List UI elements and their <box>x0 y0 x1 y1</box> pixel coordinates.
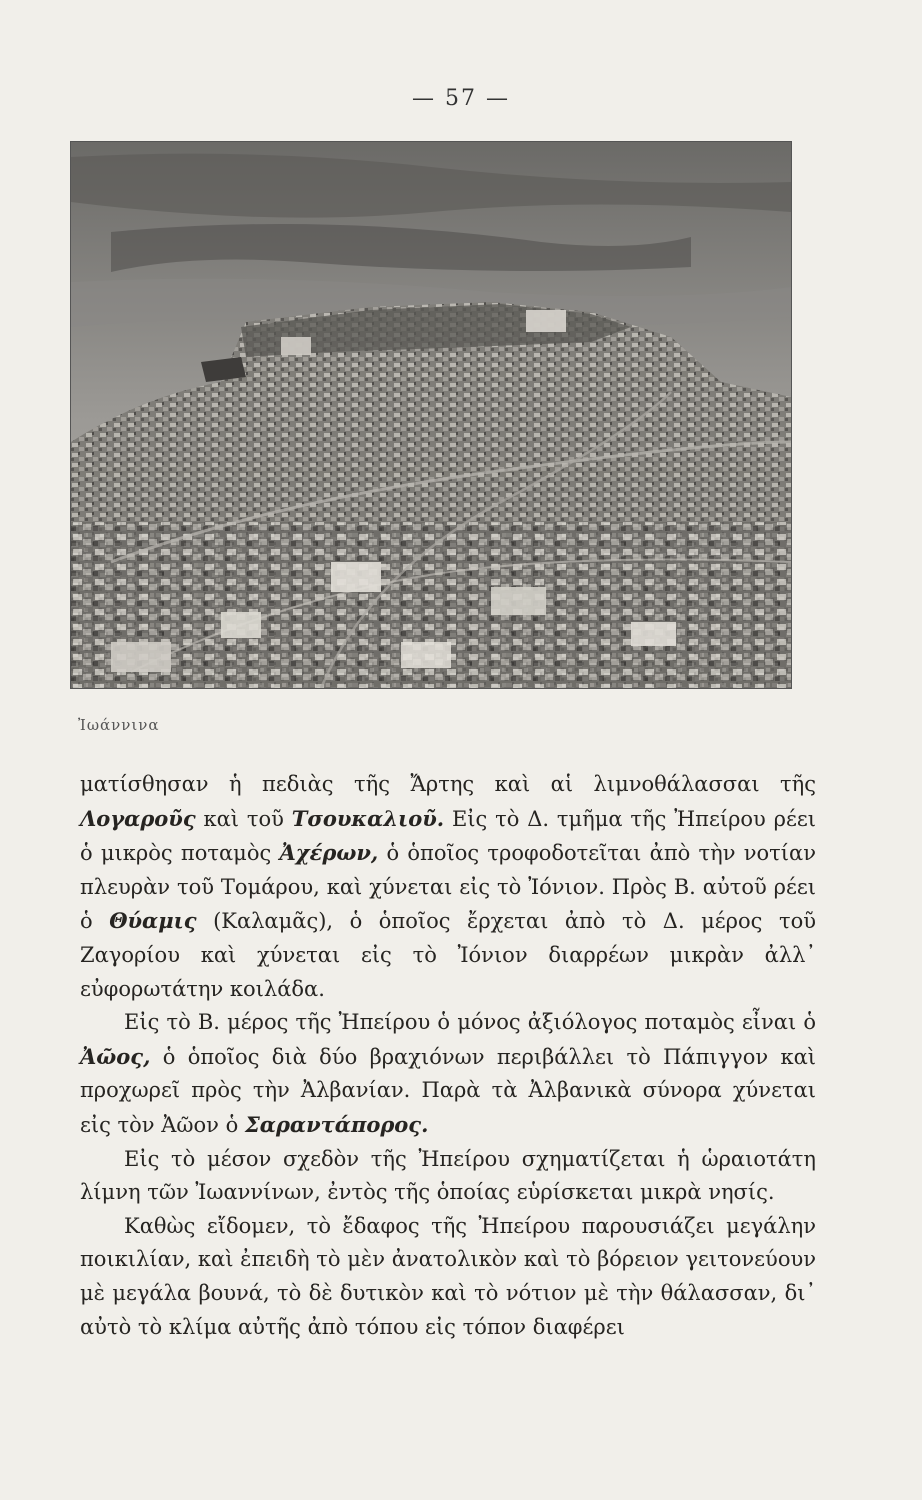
text-run: ματίσθησαν ἡ πεδιὰς τῆς Ἄρτης καὶ αἱ λιμνοθάλασσαι τῆς <box>80 772 816 796</box>
emphasis: Τσουκαλιοῦ. <box>291 805 445 831</box>
text-run: ὁ ὁποῖος διὰ δύο βραχιόνων περιβάλλει τὸ Πάπιγγον καὶ προχωρεῖ πρὸς τὴν Ἀλβανίαν. Παρὰ τὰ Ἀλβανικὰ σύνορα χύνεται εἰς τὸν Ἀῶον ὁ <box>80 1044 816 1137</box>
text-run: Εἰς τὸ Β. μέρος τῆς Ἠπείρου ὁ μόνος ἀξιόλογος ποταμὸς εἶναι ὁ <box>124 1010 816 1035</box>
paragraph-1 <box>80 768 816 1006</box>
emphasis: Σαραντάπορος. <box>244 1111 429 1137</box>
paragraph-3: Εἰς τὸ μέσον σχεδὸν τῆς Ἠπείρου σχηματίζεται ἡ ὡραιοτάτη λίμνη τῶν Ἰωαννίνων, ἐντὸς τῆς ὁποίας εὑρίσκεται μικρὰ νησίς. <box>80 1146 816 1205</box>
text-run: (Καλαμᾶς), ὁ ὁποῖος ἔρχεται ἀπὸ τὸ Δ. μέρος τοῦ Ζαγορίου καὶ χύνεται εἰς τὸ Ἰόνιον διαρρέων μικρὰν ἀλλ᾽ εὐφορωτάτην κοιλάδα. <box>80 909 816 1001</box>
figure-caption: Ἰωάννινα <box>78 716 160 734</box>
text-run: καὶ τοῦ <box>195 806 292 831</box>
paragraph-4: Καθὼς εἴδομεν, τὸ ἔδαφος τῆς Ἠπείρου παρουσιάζει μεγάλην ποικιλίαν, καὶ ἐπειδὴ τὸ μὲν ἀνατολικὸν καὶ τὸ βόρειον γειτονεύουν μὲ μεγάλα βουνά, τὸ δὲ δυτικὸν καὶ τὸ νότιον μὲ τὴν θάλασσαν, δι᾽ αὐτὸ τὸ κλίμα αὐτῆς ἀπὸ τόπου εἰς τόπον διαφέρει <box>80 1213 816 1339</box>
aerial-city-image <box>71 142 791 688</box>
text-run: ὁ ὁποῖος τροφοδοτεῖται ἀπὸ τὴν νοτίαν πλευρὰν τοῦ Τομάρου, καὶ χύνεται εἰς τὸ Ἰόνιον. Πρὸς Β. αὐτοῦ ρέει ὁ <box>80 841 816 934</box>
emphasis: Λογαροῦς <box>80 805 196 831</box>
text-run: Εἰς τὸ Δ. τμῆμα τῆς Ἠπείρου ρέει ὁ μικρὸς ποταμὸς <box>80 806 816 866</box>
paragraph-2 <box>80 1006 816 1142</box>
body-text <box>80 768 816 1344</box>
emphasis: Ἀῶος, <box>80 1043 151 1069</box>
emphasis: Θύαμις <box>109 908 197 934</box>
emphasis: Ἀχέρων, <box>279 840 379 866</box>
page-number: — 57 — <box>412 86 510 111</box>
ioannina-photograph <box>70 141 792 689</box>
